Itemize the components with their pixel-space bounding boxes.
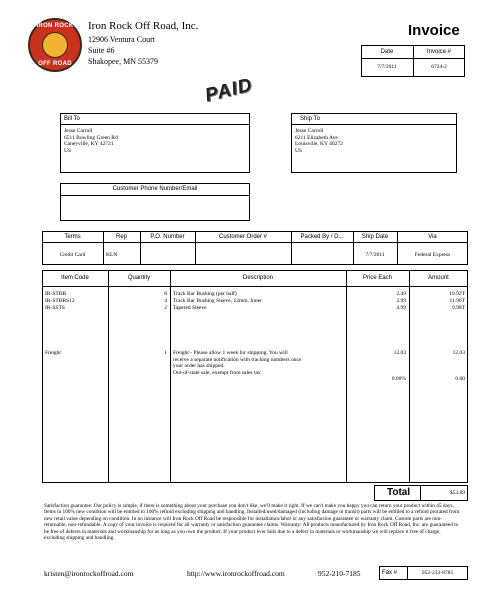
items-header-price: Price Each	[362, 275, 392, 281]
company-address-line1: 12906 Ventura Court	[88, 35, 155, 44]
bill-to-line: 6511 Bowling Green Rd	[64, 134, 118, 141]
logo-text-top: IRON ROCK	[36, 23, 74, 29]
bill-to-label: Bill To	[64, 116, 80, 122]
date-label: Date	[380, 49, 394, 55]
item-description: Track Bar Bushing Sleeve, 12mm, Inner	[173, 298, 262, 304]
freight-description-line: receive a separate notification with tracking numbers once	[173, 356, 302, 363]
item-price: 2.99	[396, 298, 406, 304]
freight-quantity: 1	[164, 350, 167, 356]
total-value: $53.89	[449, 490, 465, 496]
company-name: Iron Rock Off Road, Inc.	[88, 20, 199, 32]
footer-phone: 952-210-7185	[318, 569, 361, 578]
order-via-value: Federal Express	[414, 252, 451, 258]
order-header-customer-order: Customer Order #	[218, 234, 267, 240]
item-price: 2.49	[396, 291, 406, 297]
paid-stamp: PAID	[203, 74, 255, 107]
ship-to-address	[295, 128, 343, 154]
tax-rate: 0.00%	[391, 376, 406, 382]
order-header-ship-date: Ship Date	[361, 234, 389, 240]
item-description: Track Bar Bushing (per half)	[173, 291, 237, 297]
company-address-city: Shakopee, MN 55379	[88, 57, 158, 66]
customer-contact-label: Customer Phone Number/Email	[112, 186, 198, 192]
fax-number: 952-233-8785	[421, 570, 454, 576]
ship-to-line: Louisville, KY 40272	[295, 141, 343, 148]
item-amount: 11.96T	[449, 298, 465, 304]
ship-to-label: Ship To	[300, 116, 320, 122]
document-title: Invoice	[408, 22, 460, 39]
order-header-packed-by: Packed By / D...	[300, 234, 344, 240]
tax-amount: 0.00	[455, 376, 465, 382]
order-header-po: P.O. Number	[150, 234, 185, 240]
order-header-rep: Rep	[115, 234, 127, 240]
ship-to-line: US	[295, 147, 303, 154]
freight-code: Freight	[45, 350, 61, 356]
logo-text-bottom: OFF ROAD	[38, 61, 72, 67]
item-code: IR-STBBS12	[45, 298, 75, 304]
tax-description: Out-of-state sale, exempt from sales tax	[173, 369, 261, 376]
invoice-number-label: Invoice #	[426, 49, 451, 55]
invoice-number: 6724-2	[431, 64, 447, 70]
satisfaction-guarantee-text: Satisfaction guarantee: Our policy is simple, if there is something about your purchase you don't like, we'll make it right. If we can't make you happy you can return your product within 45 days. Items in 100% new condition will be entitled to 100% refund excluding shipping and handling. Installed/used/damaged (including damage in transit) parts will be entitled to a refund prorated from new retail value depending on condition. In no instance will Iron Rock Off Road be responsible for installation/labor or any satisfaction guarantee or warranty claim. Custom parts are non-returnable, non-refundable. A copy of your invoice is required for all warranty or satisfaction guarantee claims. Warranty: All products manufactured by Iron Rock Off Road, Inc. are guaranteed to be free of defects in materials and workmanship for as long as you own the product. If your product ever fails due to a defect in materials or workmanship we will replace it free of charge, excluding shipping and handling.	[44, 503, 460, 542]
order-terms-value: Credit Card	[59, 252, 86, 258]
items-header-amount: Amount	[428, 275, 449, 281]
bill-to-line: Jesse Carroll	[64, 128, 93, 134]
bill-to-line: Caneyville, KY 42721	[64, 141, 114, 148]
item-code: IR-STBB	[45, 291, 67, 297]
freight-description	[173, 350, 301, 376]
items-header-code: Item Code	[61, 275, 89, 281]
items-header-quantity: Quantity	[127, 275, 151, 281]
invoice-date: 7/7/2011	[377, 64, 397, 70]
footer-website[interactable]: http://www.ironrockoffroad.com	[187, 569, 285, 578]
items-header-description: Description	[242, 275, 273, 281]
freight-amount: 12.03	[452, 350, 465, 356]
item-quantity: 2	[164, 305, 167, 311]
item-amount: 9.98T	[452, 305, 465, 311]
bill-to-line: US	[64, 147, 72, 154]
item-price: 4.99	[396, 305, 406, 311]
item-quantity: 8	[164, 291, 167, 297]
item-amount: 19.92T	[449, 291, 465, 297]
freight-description-line: Freight - Please allow 1 week for shipping. You will	[173, 350, 288, 356]
company-logo	[28, 18, 82, 72]
footer-email[interactable]: kristen@ironrockoffroad.com	[44, 569, 134, 578]
ship-to-line: Jesse Carroll	[295, 128, 324, 134]
order-header-via: Via	[428, 234, 437, 240]
fax-label: Fax #	[382, 570, 398, 576]
ship-to-line: 6211 Elizabeth Ave	[295, 134, 338, 141]
total-label: Total	[387, 487, 411, 498]
order-ship-date-value: 7/7/2011	[365, 252, 385, 258]
order-header-terms: Terms	[64, 234, 81, 240]
item-quantity: 4	[164, 298, 167, 304]
bill-to-address	[64, 128, 118, 154]
company-address-line2: Suite #6	[88, 46, 115, 55]
company-address	[88, 34, 158, 67]
freight-description-line: your order has shipped.	[173, 363, 225, 370]
order-rep-value: KLN	[106, 252, 118, 258]
freight-price: 12.03	[393, 350, 406, 356]
item-description: Tapered Sleeve	[173, 305, 207, 311]
logo-emblem	[42, 32, 68, 58]
item-code: IR-SSTS	[45, 305, 65, 311]
